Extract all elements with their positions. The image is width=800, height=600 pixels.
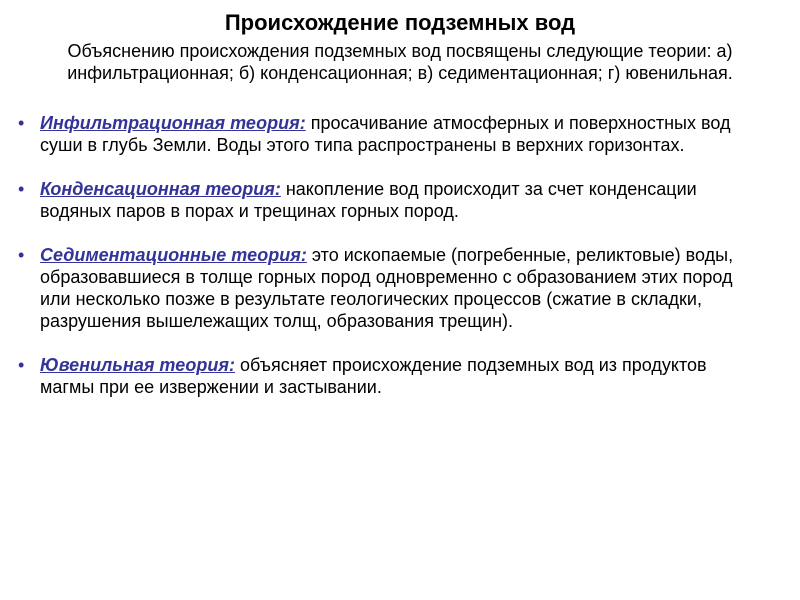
term-condensation: Конденсационная теория: (40, 179, 281, 199)
bullet-icon: • (18, 113, 25, 133)
list-item-condensation (18, 178, 758, 222)
slide-title: Происхождение подземных вод (224, 10, 576, 35)
term-infiltration: Инфильтрационная теория: (40, 113, 306, 133)
list-item-juvenile (18, 354, 758, 398)
term-juvenile: Ювенильная теория: (40, 355, 236, 375)
bullet-icon: • (18, 355, 25, 375)
theory-list (18, 112, 758, 420)
term-sedimentation: Седиментационные теория: (40, 245, 307, 265)
list-item-infiltration (18, 112, 758, 156)
description-infiltration: просачивание атмосферных и поверхностных вод суши в глубь Земли. Воды этого типа распространены в верхних горизонтах. (40, 113, 731, 155)
list-item-sedimentation (18, 244, 758, 332)
description-condensation: накопление вод происходит за счет конденсации водяных паров в порах и трещинах горных пород. (40, 179, 697, 221)
bullet-icon: • (18, 245, 25, 265)
description-sedimentation: это ископаемые (погребенные, реликтовые) воды, образовавшиеся в толще горных пород одновременно с образованием этих пород или несколько позже в результате геологических процессов (сжатие в складки, разрушения вышележащих толщ, образования трещин). (40, 245, 734, 331)
description-juvenile: объясняет происхождение подземных вод из продуктов магмы при ее извержении и застывании. (40, 355, 707, 397)
intro-paragraph: Объяснению происхождения подземных вод посвящены следующие теории: а) инфильтрационная; б) конденсационная; в) седиментационная; г) ювенильная. (67, 41, 733, 83)
bullet-icon: • (18, 179, 25, 199)
